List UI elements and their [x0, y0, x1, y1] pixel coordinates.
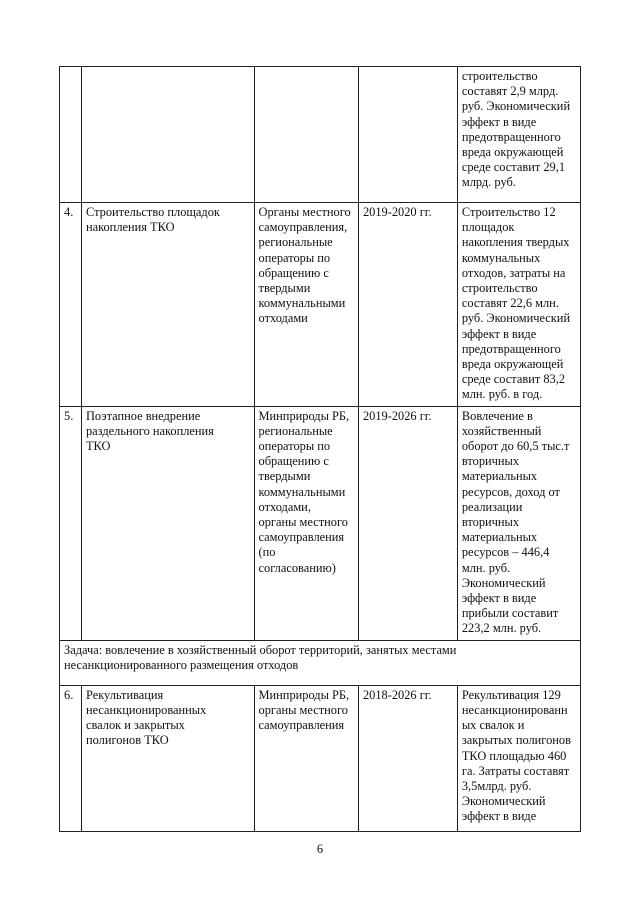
action-cell: Поэтапное внедрение раздельного накопления ТКО: [81, 406, 254, 640]
row-number-cell: 6.: [60, 685, 82, 831]
result-cell: строительство составят 2,9 млрд. руб. Экономический эффект в виде предотвращенного вреда окружающей среде составит 29,1 млрд. руб.: [457, 67, 580, 203]
period-cell: 2019-2020 гг.: [358, 203, 457, 407]
row-number-cell: [60, 67, 82, 203]
action-cell: Строительство площадок накопления ТКО: [81, 203, 254, 407]
result-cell: Вовлечение в хозяйственный оборот до 60,5 тыс.т вторичных материальных ресурсов, доход от реализации вторичных материальных ресурсов – 446,4 млн. руб. Экономический эффект в виде прибыли составит 223,2 млн. руб.: [457, 406, 580, 640]
period-cell: 2018-2026 гг.: [358, 685, 457, 831]
organizer-cell: Органы местного самоуправления, региональные операторы по обращению с твердыми коммунальными отходами: [254, 203, 358, 407]
period-cell: 2019-2026 гг.: [358, 406, 457, 640]
page-number: 6: [316, 842, 324, 856]
action-cell: [81, 67, 254, 203]
result-cell: Строительство 12 площадок накопления твердых коммунальных отходов, затраты на строительство составят 22,6 млн. руб. Экономический эффект в виде предотвращенного вреда окружающей среде составит 83,2 млн. руб. в год.: [457, 203, 580, 407]
measures-table: [59, 66, 581, 832]
task-row: [60, 640, 581, 685]
table-row: [60, 203, 581, 407]
organizer-cell: Минприроды РБ, региональные операторы по обращению с твердыми коммунальными отходами, органы местного самоуправления (по согласованию): [254, 406, 358, 640]
period-cell: [358, 67, 457, 203]
row-number-cell: 5.: [60, 406, 82, 640]
task-cell: Задача: вовлечение в хозяйственный оборот территорий, занятых местами несанкционированного размещения отходов: [60, 640, 581, 685]
table-row: [60, 685, 581, 831]
result-cell: Рекультивация 129 несанкционированн ых свалок и закрытых полигонов ТКО площадью 460 га. Затраты составят 3,5млрд. руб. Экономический эффект в виде: [457, 685, 580, 831]
table-row: [60, 406, 581, 640]
table-row: [60, 67, 581, 203]
organizer-cell: Минприроды РБ, органы местного самоуправления: [254, 685, 358, 831]
action-cell: Рекультивация несанкционированных свалок и закрытых полигонов ТКО: [81, 685, 254, 831]
row-number-cell: 4.: [60, 203, 82, 407]
organizer-cell: [254, 67, 358, 203]
